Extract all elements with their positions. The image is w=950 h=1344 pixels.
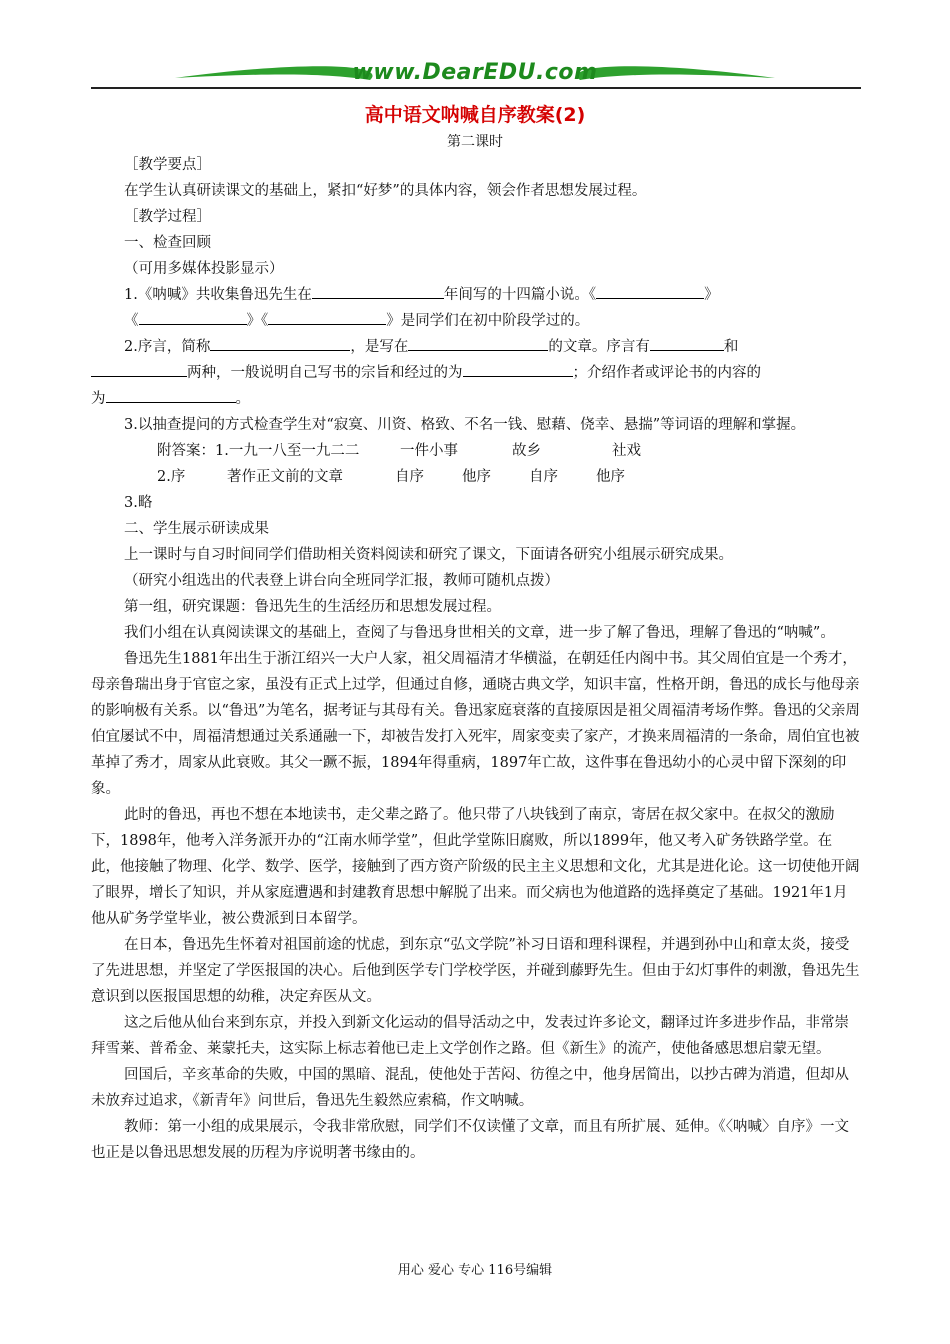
doc-subtitle: 第二课时 bbox=[447, 134, 503, 150]
answer-blank bbox=[210, 335, 350, 351]
page-footer: 用心 爱心 专心 116号编辑 bbox=[397, 1263, 553, 1278]
answer-blank bbox=[91, 361, 187, 377]
answer-blank bbox=[408, 335, 548, 351]
paragraph: 教师：第一小组的成果展示，令我非常欣慰，同学们不仅读懂了文章，而且有所扩展、延伸。《〈呐喊〉自序》一文也正是以鲁迅思想发展的历程为序说明著书缘由的。 bbox=[91, 1119, 849, 1161]
question-1-cont: 《 》《 》是同学们在初中阶段学过的。 bbox=[91, 308, 861, 334]
paragraph: 上一课时与自习时间同学们借助相关资料阅读和研究了课文，下面请各研究小组展示研究成果。 bbox=[124, 547, 733, 563]
document-body bbox=[91, 152, 861, 1166]
answer-line-3: 3.略 bbox=[124, 495, 153, 511]
paragraph: 鲁迅先生1881年出生于浙江绍兴一大户人家，祖父周福清才华横溢，在朝廷任内阁中书。其父周伯宜是一个秀才，母亲鲁瑞出身于官宦之家，虽没有正式上过学，但通过自修，通晓古典文学，知识丰富，性格开朗，鲁迅的成长与他母亲的影响极有关系。以“鲁迅”为笔名，据考证与其母有关。鲁迅家庭衰落的直接原因是祖父周福清考场作弊。鲁迅的父亲周伯宜屡试不中，周福清想通过关系通融一下，却被告发打入死牢，周家变卖了家产，才换来周福清的一条命，周伯宜也被革掉了秀才，周家从此衰败。其父一蹶不振，1894年得重病，1897年亡故，这件事在鲁迅幼小的心灵中留下深刻的印象。 bbox=[91, 651, 860, 797]
answer-line-1: 附答案：1.一九一八至一九二二 一件小事 故乡 社戏 bbox=[157, 443, 641, 459]
answer-blank bbox=[463, 361, 573, 377]
answer-blank bbox=[312, 283, 444, 299]
header-divider bbox=[91, 87, 861, 89]
site-name: www.DearEDU.com bbox=[352, 60, 598, 85]
paragraph: 在学生认真研读课文的基础上，紧扣“好梦”的具体内容，领会作者思想发展过程。 bbox=[124, 183, 647, 199]
question-2-cont: 两种，一般说明自己写书的宗旨和经过的为 ；介绍作者或评论书的内容的 bbox=[91, 360, 861, 386]
paragraph: 回国后，辛亥革命的失败，中国的黑暗、混乱，使他处于苦闷、彷徨之中，他身居简出，以抄古碑为消遣，但却从未放弃过追求，《新青年》问世后，鲁迅先生毅然应索稿，作文呐喊。 bbox=[91, 1067, 849, 1109]
section-heading: ［教学过程］ bbox=[124, 209, 211, 225]
answer-line-2: 2.序 著作正文前的文章 自序 他序 自序 他序 bbox=[157, 469, 625, 485]
paragraph: 我们小组在认真阅读课文的基础上，查阅了与鲁迅身世相关的文章，进一步了解了鲁迅，理解了鲁迅的“呐喊”。 bbox=[124, 625, 835, 641]
paragraph: 此时的鲁迅，再也不想在本地读书，走父辈之路了。他只带了八块钱到了南京，寄居在叔父家中。在叔父的激励下，1898年，他考入洋务派开办的“江南水师学堂”，但此学堂陈旧腐败，所以1899年，他又考入矿务铁路学堂。在此，他接触了物理、化学、数学、医学，接触到了西方资产阶级的民主主义思想和文化，尤其是进化论。这一切使他开阔了眼界，增长了知识，并从家庭遭遇和封建教育思想中解脱了出来。而父病也为他道路的选择奠定了基础。1921年1月他从矿务学堂毕业，被公费派到日本留学。 bbox=[91, 807, 860, 927]
paragraph: 这之后他从仙台来到东京，并投入到新文化运动的倡导活动之中，发表过许多论文，翻译过许多进步作品，非常崇拜雪莱、普希金、莱蒙托夫，这实际上标志着他已走上文学创作之路。但《新生》的流产，使他备感思想启蒙无望。 bbox=[91, 1015, 849, 1057]
question-1: 1.《呐喊》共收集鲁迅先生在 年间写的十四篇小说。《 》 bbox=[91, 282, 861, 308]
paragraph: （研究小组选出的代表登上讲台向全班同学汇报，教师可随机点拨） bbox=[124, 573, 559, 589]
answer-blank bbox=[139, 309, 247, 325]
paragraph: 第一组，研究课题：鲁迅先生的生活经历和思想发展过程。 bbox=[124, 599, 501, 615]
section-heading: 一、检查回顾 bbox=[124, 235, 211, 251]
doc-title: 高中语文呐喊自序教案(2) bbox=[364, 104, 586, 126]
paragraph: 在日本，鲁迅先生怀着对祖国前途的忧虑，到东京“弘文学院”补习日语和理科课程，并遇到孙中山和章太炎，接受了先进思想，并坚定了学医报国的决心。后他到医学专门学校学医，并碰到藤野先生。但由于幻灯事件的刺激，鲁迅先生意识到以医报国思想的幼稚，决定弃医从文。 bbox=[91, 937, 860, 1005]
question-2: 2.序言，简称 ，是写在 的文章。序言有 和 bbox=[91, 334, 861, 360]
section-heading: 二、学生展示研读成果 bbox=[124, 521, 269, 537]
answer-blank bbox=[596, 283, 704, 299]
section-heading: ［教学要点］ bbox=[124, 157, 211, 173]
answer-blank bbox=[650, 335, 724, 351]
answer-blank bbox=[106, 387, 236, 403]
paragraph: （可用多媒体投影显示） bbox=[124, 261, 284, 277]
answer-blank bbox=[268, 309, 386, 325]
question-3: 3.以抽查提问的方式检查学生对“寂寞、川资、格致、不名一钱、慰藉、侥幸、悬揣”等词语的理解和掌握。 bbox=[124, 417, 806, 433]
question-2-end: 为 。 bbox=[91, 386, 861, 412]
